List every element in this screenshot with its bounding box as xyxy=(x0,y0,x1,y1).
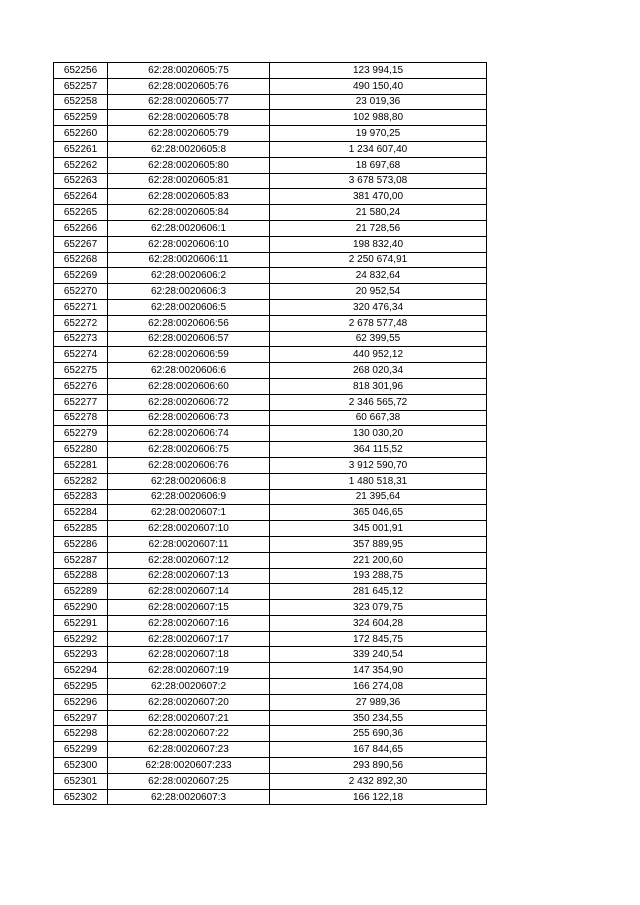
row-number-cell: 652289 xyxy=(54,584,108,600)
cadastral-number-cell: 62:28:0020606:75 xyxy=(108,442,270,458)
cadastral-number-cell: 62:28:0020605:80 xyxy=(108,157,270,173)
row-number-cell: 652299 xyxy=(54,742,108,758)
row-number-cell: 652267 xyxy=(54,236,108,252)
table-row xyxy=(54,378,487,394)
row-number-cell: 652284 xyxy=(54,505,108,521)
value-cell: 167 844,65 xyxy=(270,742,487,758)
row-number-cell: 652259 xyxy=(54,110,108,126)
row-number-cell: 652260 xyxy=(54,126,108,142)
table-row xyxy=(54,647,487,663)
cadastral-number-cell: 62:28:0020605:75 xyxy=(108,63,270,79)
value-cell: 24 832,64 xyxy=(270,268,487,284)
row-number-cell: 652276 xyxy=(54,378,108,394)
cadastral-number-cell: 62:28:0020606:11 xyxy=(108,252,270,268)
value-cell: 293 890,56 xyxy=(270,758,487,774)
cadastral-number-cell: 62:28:0020607:10 xyxy=(108,521,270,537)
cadastral-number-cell: 62:28:0020606:5 xyxy=(108,299,270,315)
table-row xyxy=(54,141,487,157)
table-row xyxy=(54,536,487,552)
cadastral-number-cell: 62:28:0020607:233 xyxy=(108,758,270,774)
cadastral-number-cell: 62:28:0020605:78 xyxy=(108,110,270,126)
table-body xyxy=(54,63,487,805)
cadastral-number-cell: 62:28:0020607:16 xyxy=(108,615,270,631)
row-number-cell: 652298 xyxy=(54,726,108,742)
value-cell: 20 952,54 xyxy=(270,284,487,300)
row-number-cell: 652280 xyxy=(54,442,108,458)
value-cell: 21 395,64 xyxy=(270,489,487,505)
row-number-cell: 652294 xyxy=(54,663,108,679)
table-row xyxy=(54,489,487,505)
cadastral-number-cell: 62:28:0020607:11 xyxy=(108,536,270,552)
cadastral-number-cell: 62:28:0020607:15 xyxy=(108,600,270,616)
table-row xyxy=(54,205,487,221)
row-number-cell: 652265 xyxy=(54,205,108,221)
row-number-cell: 652283 xyxy=(54,489,108,505)
table-row xyxy=(54,236,487,252)
table-row xyxy=(54,173,487,189)
table-row xyxy=(54,410,487,426)
row-number-cell: 652261 xyxy=(54,141,108,157)
table-row xyxy=(54,442,487,458)
value-cell: 490 150,40 xyxy=(270,78,487,94)
cadastral-number-cell: 62:28:0020605:83 xyxy=(108,189,270,205)
row-number-cell: 652286 xyxy=(54,536,108,552)
table-row xyxy=(54,189,487,205)
row-number-cell: 652293 xyxy=(54,647,108,663)
table-row xyxy=(54,268,487,284)
value-cell: 1 480 518,31 xyxy=(270,473,487,489)
row-number-cell: 652274 xyxy=(54,347,108,363)
value-cell: 198 832,40 xyxy=(270,236,487,252)
value-cell: 23 019,36 xyxy=(270,94,487,110)
cadastral-number-cell: 62:28:0020605:77 xyxy=(108,94,270,110)
value-cell: 818 301,96 xyxy=(270,378,487,394)
table-row xyxy=(54,568,487,584)
row-number-cell: 652269 xyxy=(54,268,108,284)
cadastral-number-cell: 62:28:0020607:21 xyxy=(108,710,270,726)
value-cell: 147 354,90 xyxy=(270,663,487,679)
row-number-cell: 652262 xyxy=(54,157,108,173)
cadastral-number-cell: 62:28:0020606:2 xyxy=(108,268,270,284)
table-row xyxy=(54,615,487,631)
cadastral-number-cell: 62:28:0020606:74 xyxy=(108,426,270,442)
row-number-cell: 652288 xyxy=(54,568,108,584)
table-row xyxy=(54,457,487,473)
value-cell: 19 970,25 xyxy=(270,126,487,142)
table-row xyxy=(54,78,487,94)
cadastral-number-cell: 62:28:0020606:76 xyxy=(108,457,270,473)
table-row xyxy=(54,552,487,568)
cadastral-number-cell: 62:28:0020607:17 xyxy=(108,631,270,647)
row-number-cell: 652277 xyxy=(54,394,108,410)
cadastral-number-cell: 62:28:0020607:19 xyxy=(108,663,270,679)
table-row xyxy=(54,679,487,695)
table-row xyxy=(54,331,487,347)
value-cell: 166 122,18 xyxy=(270,789,487,805)
cadastral-number-cell: 62:28:0020606:57 xyxy=(108,331,270,347)
row-number-cell: 652291 xyxy=(54,615,108,631)
table-row xyxy=(54,110,487,126)
cadastral-number-cell: 62:28:0020607:13 xyxy=(108,568,270,584)
value-cell: 320 476,34 xyxy=(270,299,487,315)
table-row xyxy=(54,394,487,410)
table-row xyxy=(54,505,487,521)
row-number-cell: 652281 xyxy=(54,457,108,473)
cadastral-number-cell: 62:28:0020605:81 xyxy=(108,173,270,189)
row-number-cell: 652271 xyxy=(54,299,108,315)
value-cell: 268 020,34 xyxy=(270,363,487,379)
value-cell: 323 079,75 xyxy=(270,600,487,616)
value-cell: 255 690,36 xyxy=(270,726,487,742)
row-number-cell: 652290 xyxy=(54,600,108,616)
cadastral-number-cell: 62:28:0020607:12 xyxy=(108,552,270,568)
value-cell: 2 346 565,72 xyxy=(270,394,487,410)
cadastral-number-cell: 62:28:0020607:3 xyxy=(108,789,270,805)
value-cell: 281 645,12 xyxy=(270,584,487,600)
table-row xyxy=(54,631,487,647)
cadastral-number-cell: 62:28:0020606:10 xyxy=(108,236,270,252)
row-number-cell: 652296 xyxy=(54,694,108,710)
row-number-cell: 652295 xyxy=(54,679,108,695)
value-cell: 221 200,60 xyxy=(270,552,487,568)
table-row xyxy=(54,284,487,300)
value-cell: 21 728,56 xyxy=(270,220,487,236)
cadastral-number-cell: 62:28:0020605:76 xyxy=(108,78,270,94)
table-row xyxy=(54,742,487,758)
value-cell: 166 274,08 xyxy=(270,679,487,695)
row-number-cell: 652257 xyxy=(54,78,108,94)
table-row xyxy=(54,299,487,315)
table-row xyxy=(54,426,487,442)
row-number-cell: 652278 xyxy=(54,410,108,426)
table-row xyxy=(54,220,487,236)
cadastral-number-cell: 62:28:0020607:22 xyxy=(108,726,270,742)
value-cell: 339 240,54 xyxy=(270,647,487,663)
table-row xyxy=(54,363,487,379)
cadastral-number-cell: 62:28:0020606:59 xyxy=(108,347,270,363)
value-cell: 60 667,38 xyxy=(270,410,487,426)
table-row xyxy=(54,63,487,79)
cadastral-number-cell: 62:28:0020605:79 xyxy=(108,126,270,142)
cadastral-number-cell: 62:28:0020606:72 xyxy=(108,394,270,410)
row-number-cell: 652263 xyxy=(54,173,108,189)
cadastral-number-cell: 62:28:0020607:1 xyxy=(108,505,270,521)
table-row xyxy=(54,157,487,173)
table-row xyxy=(54,758,487,774)
row-number-cell: 652264 xyxy=(54,189,108,205)
value-cell: 62 399,55 xyxy=(270,331,487,347)
cadastral-number-cell: 62:28:0020607:18 xyxy=(108,647,270,663)
value-cell: 193 288,75 xyxy=(270,568,487,584)
value-cell: 3 912 590,70 xyxy=(270,457,487,473)
value-cell: 1 234 607,40 xyxy=(270,141,487,157)
table-row xyxy=(54,773,487,789)
row-number-cell: 652272 xyxy=(54,315,108,331)
value-cell: 172 845,75 xyxy=(270,631,487,647)
cadastral-value-table xyxy=(53,62,487,805)
row-number-cell: 652285 xyxy=(54,521,108,537)
value-cell: 2 250 674,91 xyxy=(270,252,487,268)
row-number-cell: 652258 xyxy=(54,94,108,110)
value-cell: 21 580,24 xyxy=(270,205,487,221)
cadastral-number-cell: 62:28:0020606:8 xyxy=(108,473,270,489)
table-row xyxy=(54,252,487,268)
value-cell: 2 432 892,30 xyxy=(270,773,487,789)
table-row xyxy=(54,584,487,600)
row-number-cell: 652273 xyxy=(54,331,108,347)
row-number-cell: 652266 xyxy=(54,220,108,236)
value-cell: 364 115,52 xyxy=(270,442,487,458)
cadastral-number-cell: 62:28:0020606:60 xyxy=(108,378,270,394)
value-cell: 324 604,28 xyxy=(270,615,487,631)
cadastral-number-cell: 62:28:0020605:8 xyxy=(108,141,270,157)
value-cell: 350 234,55 xyxy=(270,710,487,726)
row-number-cell: 652287 xyxy=(54,552,108,568)
table-row xyxy=(54,347,487,363)
row-number-cell: 652297 xyxy=(54,710,108,726)
cadastral-number-cell: 62:28:0020606:73 xyxy=(108,410,270,426)
table-row xyxy=(54,710,487,726)
table-row xyxy=(54,726,487,742)
row-number-cell: 652292 xyxy=(54,631,108,647)
table-row xyxy=(54,473,487,489)
value-cell: 2 678 577,48 xyxy=(270,315,487,331)
table-row xyxy=(54,94,487,110)
row-number-cell: 652279 xyxy=(54,426,108,442)
table-row xyxy=(54,789,487,805)
value-cell: 440 952,12 xyxy=(270,347,487,363)
table-row xyxy=(54,315,487,331)
value-cell: 357 889,95 xyxy=(270,536,487,552)
row-number-cell: 652282 xyxy=(54,473,108,489)
cadastral-number-cell: 62:28:0020607:2 xyxy=(108,679,270,695)
table-row xyxy=(54,663,487,679)
row-number-cell: 652270 xyxy=(54,284,108,300)
cadastral-number-cell: 62:28:0020607:14 xyxy=(108,584,270,600)
cadastral-number-cell: 62:28:0020606:56 xyxy=(108,315,270,331)
cadastral-number-cell: 62:28:0020606:3 xyxy=(108,284,270,300)
table-row xyxy=(54,521,487,537)
cadastral-number-cell: 62:28:0020606:9 xyxy=(108,489,270,505)
table-row xyxy=(54,694,487,710)
cadastral-number-cell: 62:28:0020606:6 xyxy=(108,363,270,379)
value-cell: 27 989,36 xyxy=(270,694,487,710)
value-cell: 18 697,68 xyxy=(270,157,487,173)
row-number-cell: 652268 xyxy=(54,252,108,268)
value-cell: 130 030,20 xyxy=(270,426,487,442)
value-cell: 3 678 573,08 xyxy=(270,173,487,189)
value-cell: 365 046,65 xyxy=(270,505,487,521)
cadastral-number-cell: 62:28:0020606:1 xyxy=(108,220,270,236)
row-number-cell: 652300 xyxy=(54,758,108,774)
table-row xyxy=(54,600,487,616)
value-cell: 381 470,00 xyxy=(270,189,487,205)
row-number-cell: 652256 xyxy=(54,63,108,79)
cadastral-number-cell: 62:28:0020607:25 xyxy=(108,773,270,789)
cadastral-number-cell: 62:28:0020607:23 xyxy=(108,742,270,758)
cadastral-number-cell: 62:28:0020605:84 xyxy=(108,205,270,221)
row-number-cell: 652302 xyxy=(54,789,108,805)
value-cell: 345 001,91 xyxy=(270,521,487,537)
table-row xyxy=(54,126,487,142)
cadastral-number-cell: 62:28:0020607:20 xyxy=(108,694,270,710)
value-cell: 102 988,80 xyxy=(270,110,487,126)
row-number-cell: 652301 xyxy=(54,773,108,789)
value-cell: 123 994,15 xyxy=(270,63,487,79)
row-number-cell: 652275 xyxy=(54,363,108,379)
